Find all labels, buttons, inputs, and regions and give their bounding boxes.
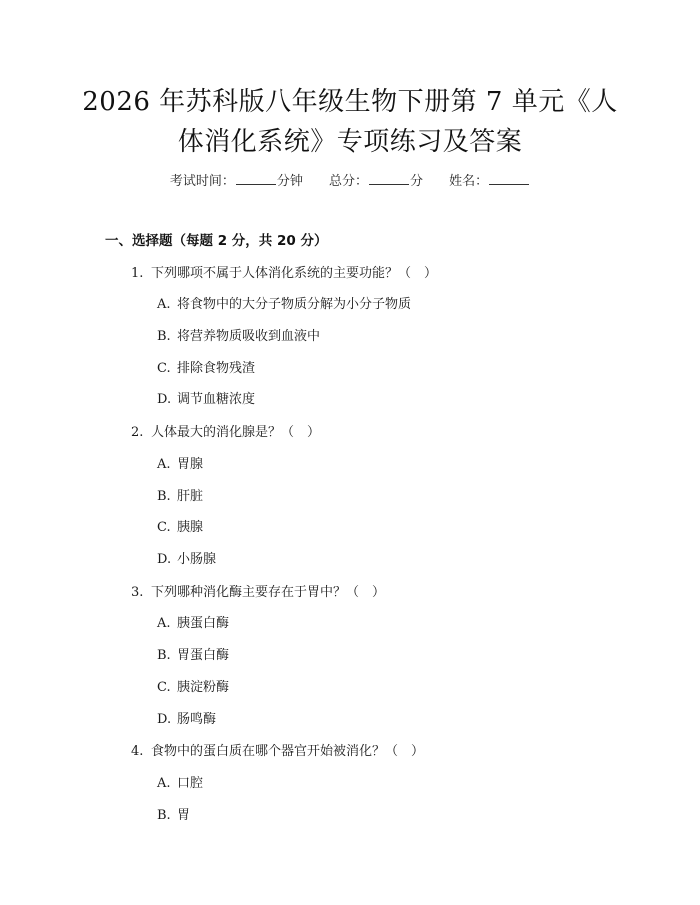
q1-option-b	[157, 325, 320, 344]
q2-option-a	[157, 453, 203, 472]
name-field	[449, 170, 530, 189]
question-number: 3.	[131, 585, 144, 600]
name-label: 姓名：	[449, 174, 489, 189]
q3-option-a	[157, 612, 229, 631]
q3-option-b	[157, 644, 229, 663]
option-letter: B.	[157, 808, 171, 823]
option-text: 胃	[177, 808, 191, 823]
option-letter: C.	[157, 520, 171, 535]
section-title: 一、选择题（每题 2 分，共 20 分）	[105, 233, 328, 249]
option-text: 胰腺	[177, 520, 204, 535]
score-blank	[369, 172, 409, 185]
option-text: 胃腺	[177, 457, 204, 472]
option-text: 胰蛋白酶	[177, 616, 230, 631]
question-4	[131, 740, 424, 759]
q2-option-b	[157, 485, 203, 504]
option-letter: D.	[157, 552, 172, 567]
total-score-field	[329, 170, 423, 189]
option-text: 胰淀粉酶	[177, 680, 230, 695]
q2-option-d	[157, 548, 216, 567]
option-text: 将营养物质吸收到血液中	[177, 329, 321, 344]
option-letter: C.	[157, 361, 171, 376]
option-letter: B.	[157, 648, 171, 663]
option-text: 胃蛋白酶	[177, 648, 230, 663]
option-letter: C.	[157, 680, 171, 695]
score-label: 总分：	[328, 174, 368, 189]
question-2	[131, 421, 320, 440]
option-letter: A.	[157, 616, 171, 631]
question-text: 人体最大的消化腺是？（ ）	[151, 425, 321, 440]
option-letter: B.	[157, 329, 171, 344]
question-3	[131, 581, 385, 600]
q1-option-a	[157, 293, 411, 312]
question-text: 下列哪项不属于人体消化系统的主要功能？（ ）	[151, 266, 438, 281]
time-unit: 分钟	[276, 174, 303, 189]
score-unit: 分	[410, 174, 424, 189]
time-blank	[236, 172, 276, 185]
option-text: 肠鸣酶	[177, 712, 217, 727]
question-number: 4.	[131, 744, 144, 759]
name-blank	[489, 172, 529, 185]
option-letter: D.	[157, 712, 172, 727]
option-letter: B.	[157, 489, 171, 504]
title-line-1: 2026 年苏科版八年级生物下册第 7 单元《人	[82, 87, 618, 117]
question-text: 下列哪种消化酶主要存在于胃中？（ ）	[151, 585, 386, 600]
question-text: 食物中的蛋白质在哪个器官开始被消化？（ ）	[151, 744, 425, 759]
q4-option-b	[157, 804, 190, 823]
option-letter: A.	[157, 457, 171, 472]
time-label: 考试时间：	[169, 174, 235, 189]
option-text: 口腔	[177, 776, 204, 791]
q3-option-d	[157, 708, 216, 727]
question-1	[131, 262, 437, 281]
option-text: 排除食物残渣	[177, 361, 256, 376]
q3-option-c	[157, 676, 229, 695]
title-line-2: 体消化系统》专项练习及答案	[177, 127, 523, 157]
option-text: 小肠腺	[177, 552, 217, 567]
option-letter: A.	[157, 297, 171, 312]
question-number: 2.	[131, 425, 144, 440]
option-text: 肝脏	[177, 489, 204, 504]
option-text: 将食物中的大分子物质分解为小分子物质	[177, 297, 412, 312]
option-letter: A.	[157, 776, 171, 791]
q2-option-c	[157, 516, 203, 535]
document-title	[80, 82, 620, 162]
option-letter: D.	[157, 392, 172, 407]
q1-option-c	[157, 357, 255, 376]
exam-time-field	[170, 170, 303, 189]
exam-meta	[0, 170, 700, 189]
q4-option-a	[157, 772, 203, 791]
option-text: 调节血糖浓度	[177, 392, 256, 407]
question-number: 1.	[131, 266, 144, 281]
q1-option-d	[157, 388, 255, 407]
